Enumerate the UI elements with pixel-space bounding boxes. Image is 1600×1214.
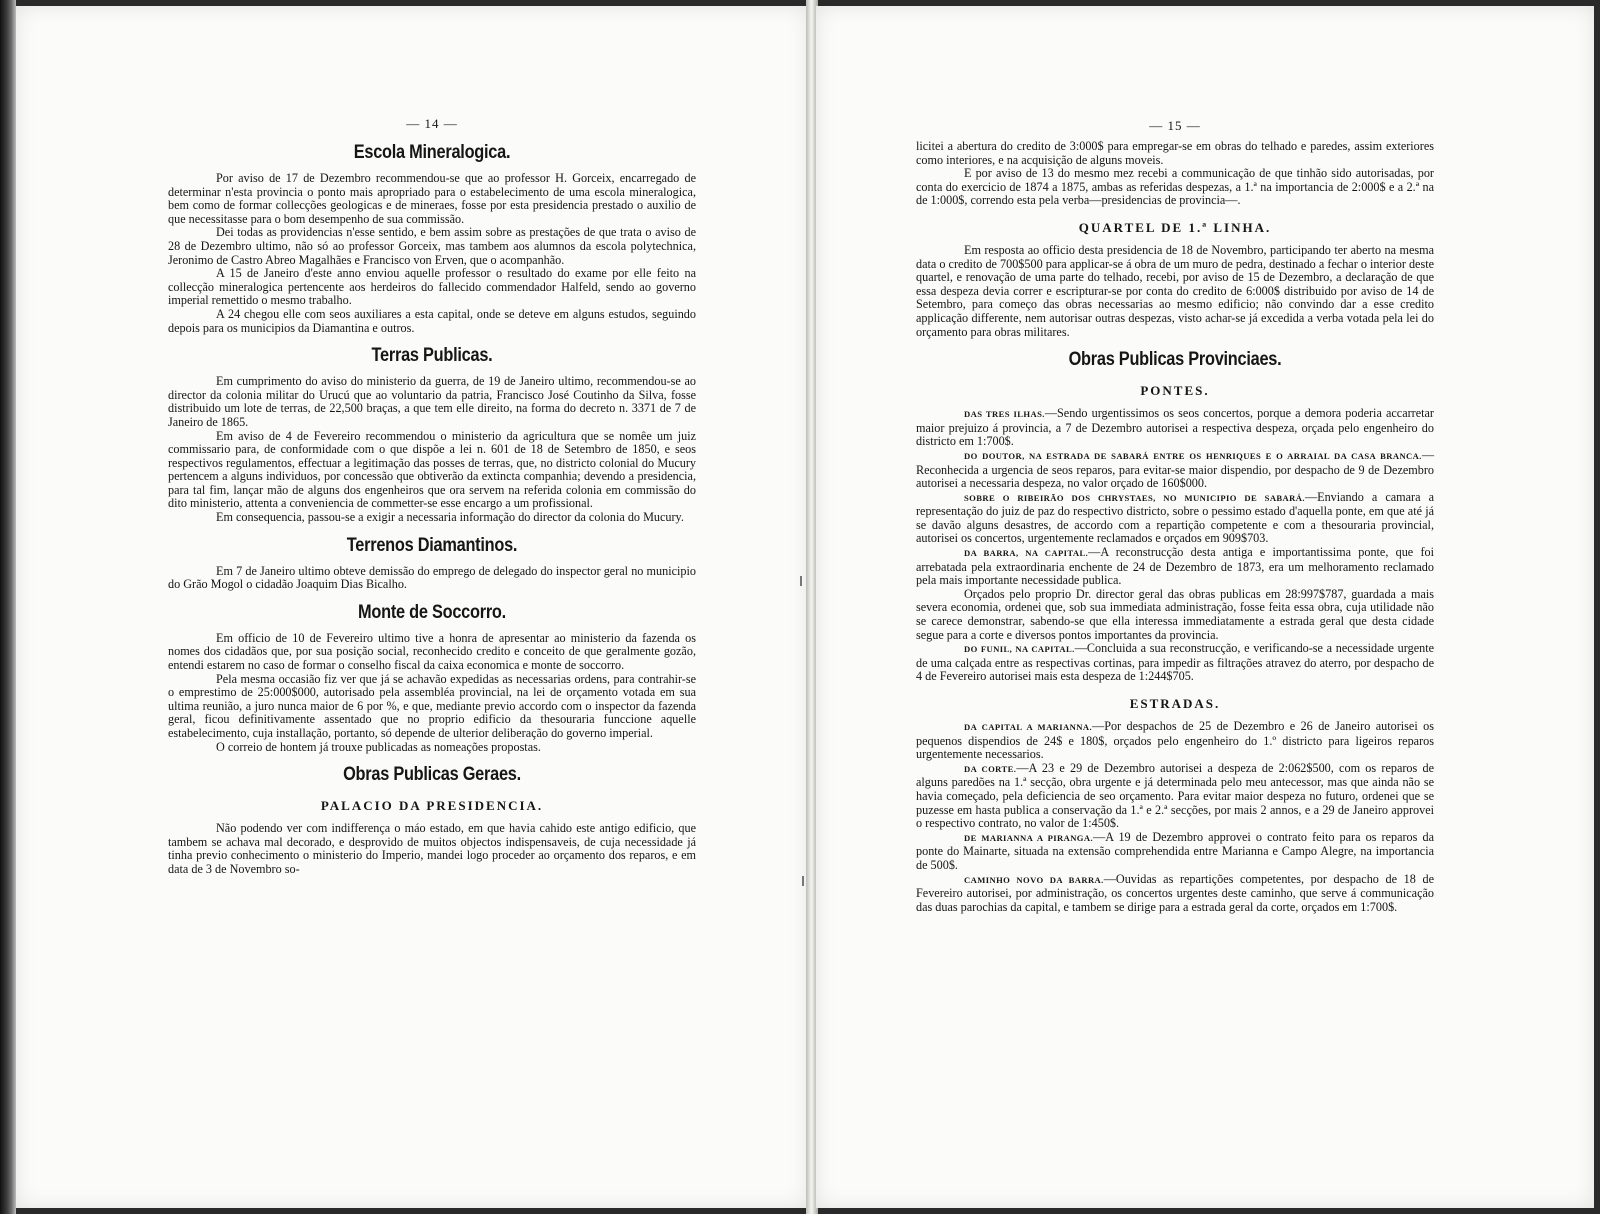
entry-text: —Reconhecida a urgencia de seos reparos, para evitar-se maior dispendio, por despacho de 9 de Dezembro autorisei a necessaria despeza, no valor orçado de 160$000. [916, 447, 1434, 491]
paragraph: Orçados pelo proprio Dr. director geral das obras publicas em 28:997$787, guardada a mais severa economia, ordenei que, sob sua immediata administração, fosse feita essa obra, cuja utilidade não se carece demonstrar, sabendo-se que ella interessa immediatamente a estrada geral que desta cidade segue para a corte e diversos pontos importantes da provincia. [916, 586, 1434, 642]
page-number-right: — 15 — [1149, 118, 1201, 133]
heading-monte-de-soccorro: Monte de Soccorro. [358, 601, 506, 623]
paragraph-ponte [916, 546, 1434, 588]
paragraph-estrada [916, 831, 1434, 873]
subheading-estradas: ESTRADAS. [1129, 696, 1221, 711]
paragraph-ponte [916, 407, 1434, 449]
left-column [168, 116, 696, 877]
entry-text: —A 23 e 29 de Dezembro autorisei a despeza de 2:062$500, com os reparos de alguns paredões na 1.ª secção, obra urgente e já determinada pelo meu antecessor, mas que ainda não se havia começado, pela deficiencia de seo orçamento. Para evitar maior despeza no futuro, ordenei que se puzesse em hasta publica a conservação da 1.ª e 2.ª secções, por mais 2 annos, e a 29 de Janeiro approvei o respectivo contrato, no valor de 1:450$. [916, 760, 1435, 831]
paragraph-ponte [916, 642, 1434, 684]
entry-text: —Por despachos de 25 de Dezembro e 26 de Janeiro autorisei os pequenos dispendios de 24$ e 180$, orçados pelo engenheiro do 1.º districto para ligeiros reparos urgentemente necessarios. [916, 719, 1434, 762]
heading-obras-publicas-provinciaes: Obras Publicas Provinciaes. [1068, 349, 1282, 371]
entry-lead: DA BARRA, NA CAPITAL. [964, 548, 1089, 559]
entry-lead: CAMINHO NOVO DA BARRA. [964, 874, 1104, 885]
paragraph: Dei todas as providencias n'esse sentido, e bem assim sobre as prestações de que trata o aviso de 28 de Dezembro ultimo, não só ao professor Gorceix, mas tambem aos alumnos da escola polytechnica, Jeronimo de Castro Abreo Magalhães e Francisco von Erven, que o acompanhão. [168, 225, 696, 267]
heading-escola-mineralogica: Escola Mineralogica. [353, 142, 511, 163]
paragraph: Em 7 de Janeiro ultimo obteve demissão do emprego de delegado do inspector geral no municipio do Grão Mogol o cidadão Joaquim Dias Bicalho. [168, 563, 696, 592]
entry-text: —Enviando a camara a representação do juiz de paz do respectivo districto, sobre o pessimo estado d'aquella ponte, em que até já se davão alguns desastres, de accordo com a repartição competente e com a thesouraria provincial, autorisei os concertos, urgentemente reclamados e orçados em 909$703. [916, 489, 1434, 546]
paragraph: E por aviso de 13 do mesmo mez recebi a communicação de que tinhão sido autorisadas, por conta do exercicio de 1874 a 1875, ambas as referidas despezas, a 1.ª na importancia de 2:000$ e a 2.ª na de 1:000$, correndo esta pela verba—presidencias de provincia—. [916, 166, 1434, 208]
entry-text: —Concluida a sua reconstrucção, e verificando-se a necessidade urgente de uma calçada entre as respectivas cortinas, para impedir as filtrações atravez do aterro, por despacho de 4 de Fevereiro autorisei mais esta despeza de 1:244$705. [916, 641, 1434, 684]
book-spine-left [0, 0, 16, 1214]
entry-text: —Sendo urgentissimos os seos concertos, porque a demora poderia accarretar maior prejuizo á provincia, a 7 de Dezembro autorisei a respectiva despeza, orçada pelo engenheiro do districto em 1:700$. [916, 406, 1434, 449]
paragraph-estrada [916, 720, 1434, 762]
paragraph: Em consequencia, passou-se a exigir a necessaria informação do director da colonia do Mucury. [216, 510, 684, 525]
page-number-left: — 14 — [406, 116, 458, 131]
entry-lead: DA CAPITAL A MARIANNA. [964, 722, 1092, 732]
paragraph: licitei a abertura do credito de 3:000$ para empregar-se em obras do telhado e paredes, assim exteriores como interiores, e na acquisição de alguns moveis. [916, 139, 1434, 167]
entry-text: —A reconstrucção desta antiga e importantissima ponte, que foi arrebatada pela extraordinaria enchente de 24 de Dezembro de 1873, era um melhoramento reclamado pela mais importante necessidade publica. [916, 545, 1434, 588]
paragraph-estrada [916, 762, 1434, 831]
subheading-pontes: PONTES. [1140, 383, 1210, 399]
entry-lead: DO DOUTOR, NA ESTRADA DE SABARÁ ENTRE OS HENRIQUES E O ARRAIAL DA CASA BRANCA. [964, 450, 1422, 461]
heading-terras-publicas: Terras Publicas. [371, 345, 493, 367]
entry-lead: SOBRE O RIBEIRÃO DOS CHRYSTAES, NO MUNICIPIO DE SABARÁ. [964, 492, 1305, 503]
paragraph: Não podendo ver com indifferença o máo estado, em que havia cahido este antigo edificio, que tambem se achava mal decorado, e desprovido de muitos objectos indispensaveis, de cuja necessidade já tinha previo conhecimento o ministerio do Imperio, mandei logo proceder ao orçamento dos reparos, e em data de 3 de Novembro so- [168, 821, 696, 876]
entry-lead: DE MARIANNA A PIRANGA. [964, 832, 1094, 843]
entry-lead: DA CORTE. [964, 763, 1017, 774]
entry-text: —A 19 de Dezembro approvei o contrato feito para os reparos da ponte do Mainarte, situada na extensão comprehendida entre Marianna e Campo Alegre, na importancia de 500$. [916, 829, 1434, 872]
fold-mark [802, 876, 804, 886]
paragraph: Por aviso de 17 de Dezembro recommendou-se que ao professor H. Gorceix, encarregado de determinar n'esta provincia o ponto mais apropriado para o estabelecimento de uma escola mineralogica, bem como de formar collecções geologicas e de mineraes, fosse por esta presidencia prestado o auxilio de que necessitasse para o bom desempenho de sua commissão. [168, 171, 696, 226]
subheading-quartel: QUARTEL DE 1.ª LINHA. [1078, 219, 1272, 235]
fold-mark [800, 576, 802, 586]
right-column [916, 118, 1434, 914]
paragraph: A 15 de Janeiro d'este anno enviou aquelle professor o resultado do exame por elle feito na collecção mineralogica pertencente aos herdeiros do fallecido commendador Halfeld, sendo ao governo imperial remettido o mesmo trabalho. [168, 266, 696, 308]
paragraph: O correio de hontem já trouxe publicadas as nomeações propostas. [216, 739, 541, 754]
paragraph: A 24 chegou elle com seos auxiliares a esta capital, onde se deteve em alguns estudos, seguindo depois para os municipios da Diamantina e outros. [168, 306, 696, 335]
entry-text: —Ouvidas as repartições competentes, por despacho de 18 de Fevereiro autorisei, por administração, os concertos urgentes deste caminho, que serve á communicação das duas parochias da capital, e tambem se dirige para a estrada geral da corte, orçados em 1:700$. [916, 871, 1434, 914]
paragraph: Em cumprimento do aviso do ministerio da guerra, de 19 de Janeiro ultimo, recommendou-se ao director da colonia militar do Urucú que ao voluntario da patria, Francisco José Coutinho da Silva, fosse distribuido um lote de terras, de 22,500 braças, a que tem elle direito, na forma do decreto n. 3371 de 7 de Janeiro de 1865. [168, 374, 696, 429]
paragraph-estrada [916, 873, 1434, 915]
paragraph: Em resposta ao officio desta presidencia de 18 de Novembro, participando ter aberto na mesma data o credito de 700$500 para applicar-se á obra de um muro de pedra, destinado a fechar o interior deste quartel, e renovação de uma parte do telhado, recebi, por aviso de 15 de Dezembro, a declaração de que essa despeza devia correr e escripturar-se por conta do credito de 6:000$ distribuido por aviso de 14 de Setembro, para começo das obras necessarias ao mesmo edificio; não convindo dar a esse credito applicação differente, nem autorisar outras despezas, visto achar-se já excedida a verba votada pela lei do orçamento para obras militares. [916, 242, 1434, 339]
subheading-palacio-da-presidencia: PALACIO DA PRESIDENCIA. [320, 798, 544, 814]
heading-obras-publicas-geraes: Obras Publicas Geraes. [343, 764, 521, 786]
page-right [816, 6, 1594, 1208]
paragraph-ponte [916, 491, 1434, 546]
paragraph: Pela mesma occasião fiz ver que já se achavão expedidas as necessarias ordens, para contrahir-se o emprestimo de 25:000$000, autorisado pela assembléa provincial, na lei de orçamento votada em sua ultima reunião, a juro nunca maior de 6 por %, e que, mediante previo accordo com o inspector da fazenda geral, ficou definitivamente assentado que no proprio edificio da thesouraria funccione aquelle estabelecimento, cuja installação, portanto, só depende de ulterior deliberação do governo imperial. [168, 671, 696, 740]
entry-lead: DAS TRES ILHAS. [964, 409, 1045, 420]
paragraph: Em aviso de 4 de Fevereiro recommendou o ministerio da agricultura que se nomêe um juiz commissario para, de conformidade com o que dispõe a lei n. 601 de 18 de Setembro de 1850, e seos respectivos regulamentos, effectuar a legitimação das posses de terras, que, no districto colonial do Mucury pertencem a alguns individuos, por concessão que obtiverão da extincta companhia; devendo a presidencia, para tal fim, lançar mão de alguns dos engenheiros que ora servem na referida colonia em commissão do dito ministerio, attenta a conveniencia de commetter-se esse encargo a um profissional. [168, 428, 696, 511]
heading-terrenos-diamantinos: Terrenos Diamantinos. [346, 534, 518, 556]
page-left [16, 6, 808, 1208]
paragraph: Em officio de 10 de Fevereiro ultimo tive a honra de apresentar ao ministerio da fazenda os nomes dos cidadãos que, por sua posição social, reconhecido credito e conceito de que geralmente gozão, entendi estarem no caso de formar o conselho fiscal da caixa economica e monte de soccorro. [168, 630, 696, 673]
entry-lead: DO FUNIL, NA CAPITAL. [964, 644, 1075, 655]
paragraph-ponte [916, 449, 1434, 491]
